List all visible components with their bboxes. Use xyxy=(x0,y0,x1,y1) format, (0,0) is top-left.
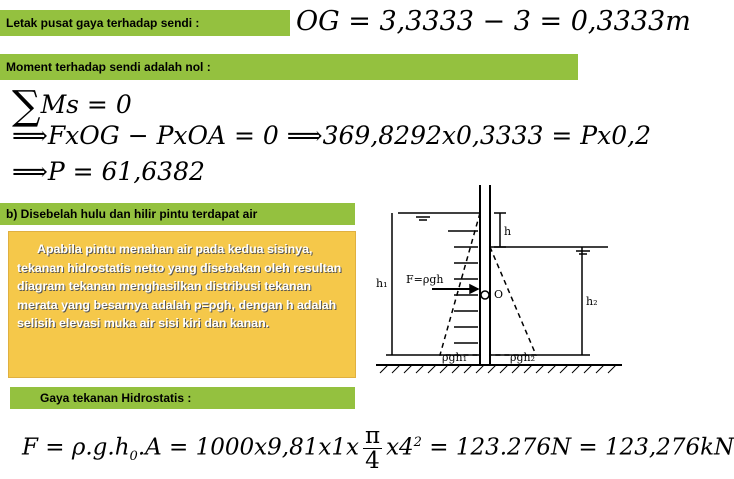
label-hinge-o: O xyxy=(494,288,504,301)
section-b-header: b) Disebelah hulu dan hilir pintu terdapat air xyxy=(0,203,355,225)
force-subscript: 0 xyxy=(129,449,138,465)
moment-header: Moment terhadap sendi adalah nol : xyxy=(0,54,578,80)
label-force: F=ρgh xyxy=(406,273,444,286)
og-equation: OG = 3,3333 − 3 = 0,3333m xyxy=(296,6,691,37)
force-header: Gaya tekanan Hidrostatis : xyxy=(10,387,355,409)
hydrostatic-pressure-diagram xyxy=(368,183,630,385)
force-mid: .A = 1000x9,81x1x xyxy=(137,434,359,461)
sum-moment-equation xyxy=(12,83,132,129)
force-equation xyxy=(22,424,734,473)
label-p2: ρgh₂ xyxy=(510,351,536,364)
label-h2: h₂ xyxy=(586,295,598,308)
label-h1: h₁ xyxy=(376,277,388,290)
force-superscript: 2 xyxy=(413,434,422,450)
fraction-denominator: 4 xyxy=(365,448,380,474)
pi-over-4-fraction xyxy=(363,424,382,473)
moment-balance-equation: ⟹FxOG − PxOA = 0 ⟹369,8292x0,3333 = Px0,2 xyxy=(12,121,651,150)
pivot-position-header: Letak pusat gaya terhadap sendi : xyxy=(0,10,290,36)
p-result-equation: ⟹P = 61,6382 xyxy=(12,157,205,186)
fraction-numerator: π xyxy=(364,423,381,449)
sigma-symbol: ∑ xyxy=(12,83,41,129)
explanation-text: Apabila pintu menahan air pada kedua sisinya, tekanan hidrostatis netto yang disebakan oleh resultan diagram tekanan menghasilkan distribusi tekanan merata yang besarnya adalah p=ρgh, dengan h adalah selisih elevasi muka air sisi kiri dan kanan. xyxy=(17,242,342,330)
force-rhs: = 123.276N = 123,276kN xyxy=(421,434,734,461)
force-lhs: F = ρ.g.h xyxy=(22,434,130,461)
force-x4: x4 xyxy=(386,434,414,461)
label-h: h xyxy=(504,225,512,238)
explanation-box xyxy=(8,231,356,378)
sum-moment-text: Ms = 0 xyxy=(40,90,132,119)
label-p1: ρgh₁ xyxy=(442,351,468,364)
